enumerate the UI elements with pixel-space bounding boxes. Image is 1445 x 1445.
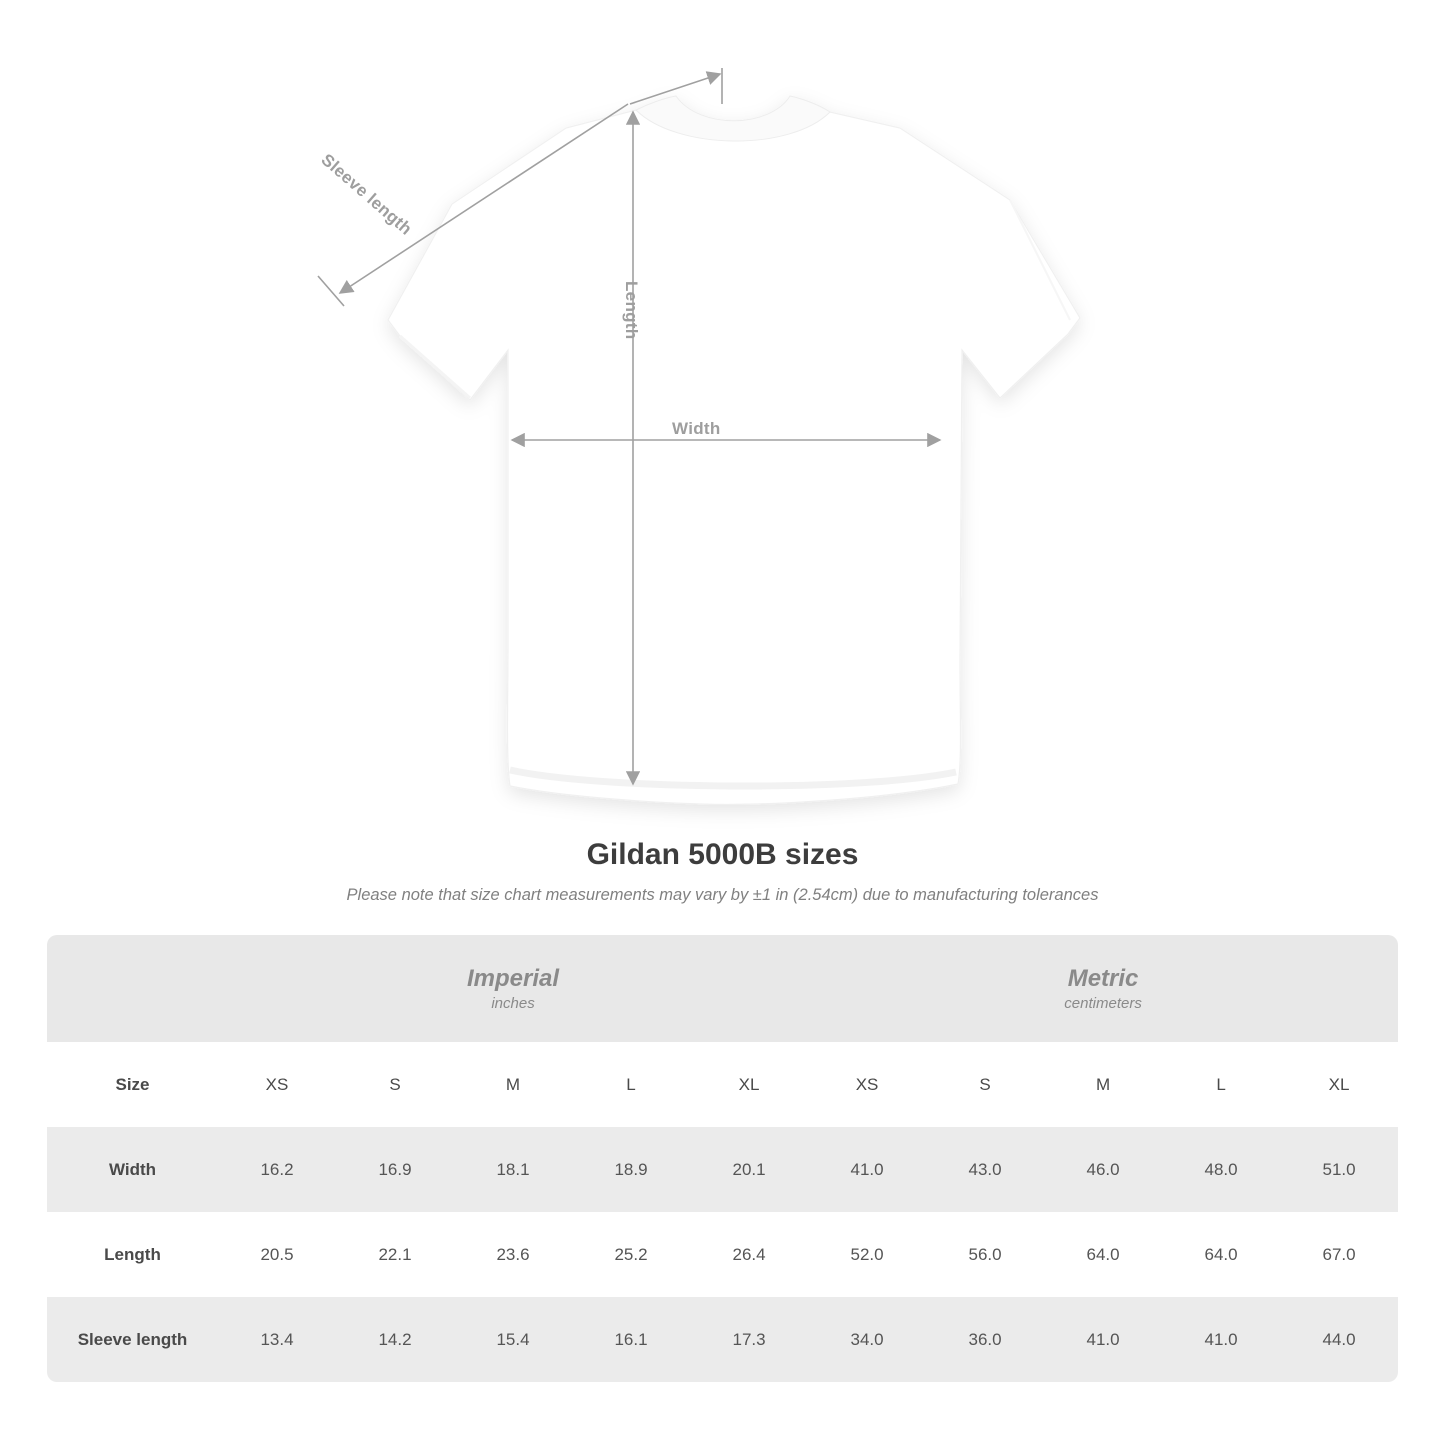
header-size-imperial-s: S [336,1042,454,1127]
cell-width-metric-s: 43.0 [926,1127,1044,1212]
cell-sleeve-metric-l: 41.0 [1162,1297,1280,1382]
cell-sleeve-imperial-xs: 13.4 [218,1297,336,1382]
size-header-row [47,1042,1398,1127]
cell-sleeve-metric-xl: 44.0 [1280,1297,1398,1382]
cell-length-imperial-s: 22.1 [336,1212,454,1297]
cell-width-metric-xl: 51.0 [1280,1127,1398,1212]
header-size-imperial-xs: XS [218,1042,336,1127]
header-size-imperial-xl: XL [690,1042,808,1127]
cell-sleeve-metric-m: 41.0 [1044,1297,1162,1382]
table-row [47,1297,1398,1382]
title-block [0,838,1445,905]
unit-corner-cell [47,935,218,1042]
cell-width-imperial-xl: 20.1 [690,1127,808,1212]
cell-length-imperial-m: 23.6 [454,1212,572,1297]
cell-length-imperial-xl: 26.4 [690,1212,808,1297]
row-label-length: Length [47,1212,218,1297]
header-size-metric-xl: XL [1280,1042,1398,1127]
cell-length-metric-m: 64.0 [1044,1212,1162,1297]
cell-width-metric-m: 46.0 [1044,1127,1162,1212]
cell-width-imperial-l: 18.9 [572,1127,690,1212]
header-size-metric-xs: XS [808,1042,926,1127]
cell-length-metric-l: 64.0 [1162,1212,1280,1297]
unit-name-label: centimeters [1064,995,1142,1013]
header-size-metric-l: L [1162,1042,1280,1127]
unit-system-label: Imperial [467,964,560,992]
row-label-sleeve-length: Sleeve length [47,1297,218,1382]
unit-name-label: inches [491,995,535,1013]
unit-header-row [47,935,1398,1042]
header-size-imperial-l: L [572,1042,690,1127]
table-row [47,1127,1398,1212]
cell-length-metric-xl: 67.0 [1280,1212,1398,1297]
sleeve-length-label: Sleeve length [317,150,416,239]
header-size-metric-s: S [926,1042,1044,1127]
cell-length-imperial-xs: 20.5 [218,1212,336,1297]
header-size-imperial-m: M [454,1042,572,1127]
length-label: Length [622,281,641,340]
header-size: Size [47,1042,218,1127]
size-table-wrapper [47,935,1398,1382]
unit-system-label: Metric [1067,964,1139,992]
cell-width-metric-l: 48.0 [1162,1127,1280,1212]
tshirt-body [388,96,1080,804]
header-size-metric-m: M [1044,1042,1162,1127]
unit-group-imperial [218,935,808,1042]
cell-length-metric-s: 56.0 [926,1212,1044,1297]
cell-sleeve-metric-s: 36.0 [926,1297,1044,1382]
cell-width-imperial-m: 18.1 [454,1127,572,1212]
cell-width-imperial-xs: 16.2 [218,1127,336,1212]
cell-sleeve-metric-xs: 34.0 [808,1297,926,1382]
cell-length-metric-xs: 52.0 [808,1212,926,1297]
row-label-width: Width [47,1127,218,1212]
unit-group-metric [808,935,1398,1042]
cell-sleeve-imperial-s: 14.2 [336,1297,454,1382]
size-table [47,935,1398,1382]
cell-sleeve-imperial-m: 15.4 [454,1297,572,1382]
cell-width-imperial-s: 16.9 [336,1127,454,1212]
tolerance-note: Please note that size chart measurements may vary by ±1 in (2.54cm) due to manufacturing tolerances [346,886,1099,904]
cell-sleeve-imperial-l: 16.1 [572,1297,690,1382]
page-title: Gildan 5000B sizes [586,838,859,871]
cell-sleeve-imperial-xl: 17.3 [690,1297,808,1382]
width-label: Width [672,419,721,438]
table-row [47,1212,1398,1297]
cell-width-metric-xs: 41.0 [808,1127,926,1212]
cell-length-imperial-l: 25.2 [572,1212,690,1297]
